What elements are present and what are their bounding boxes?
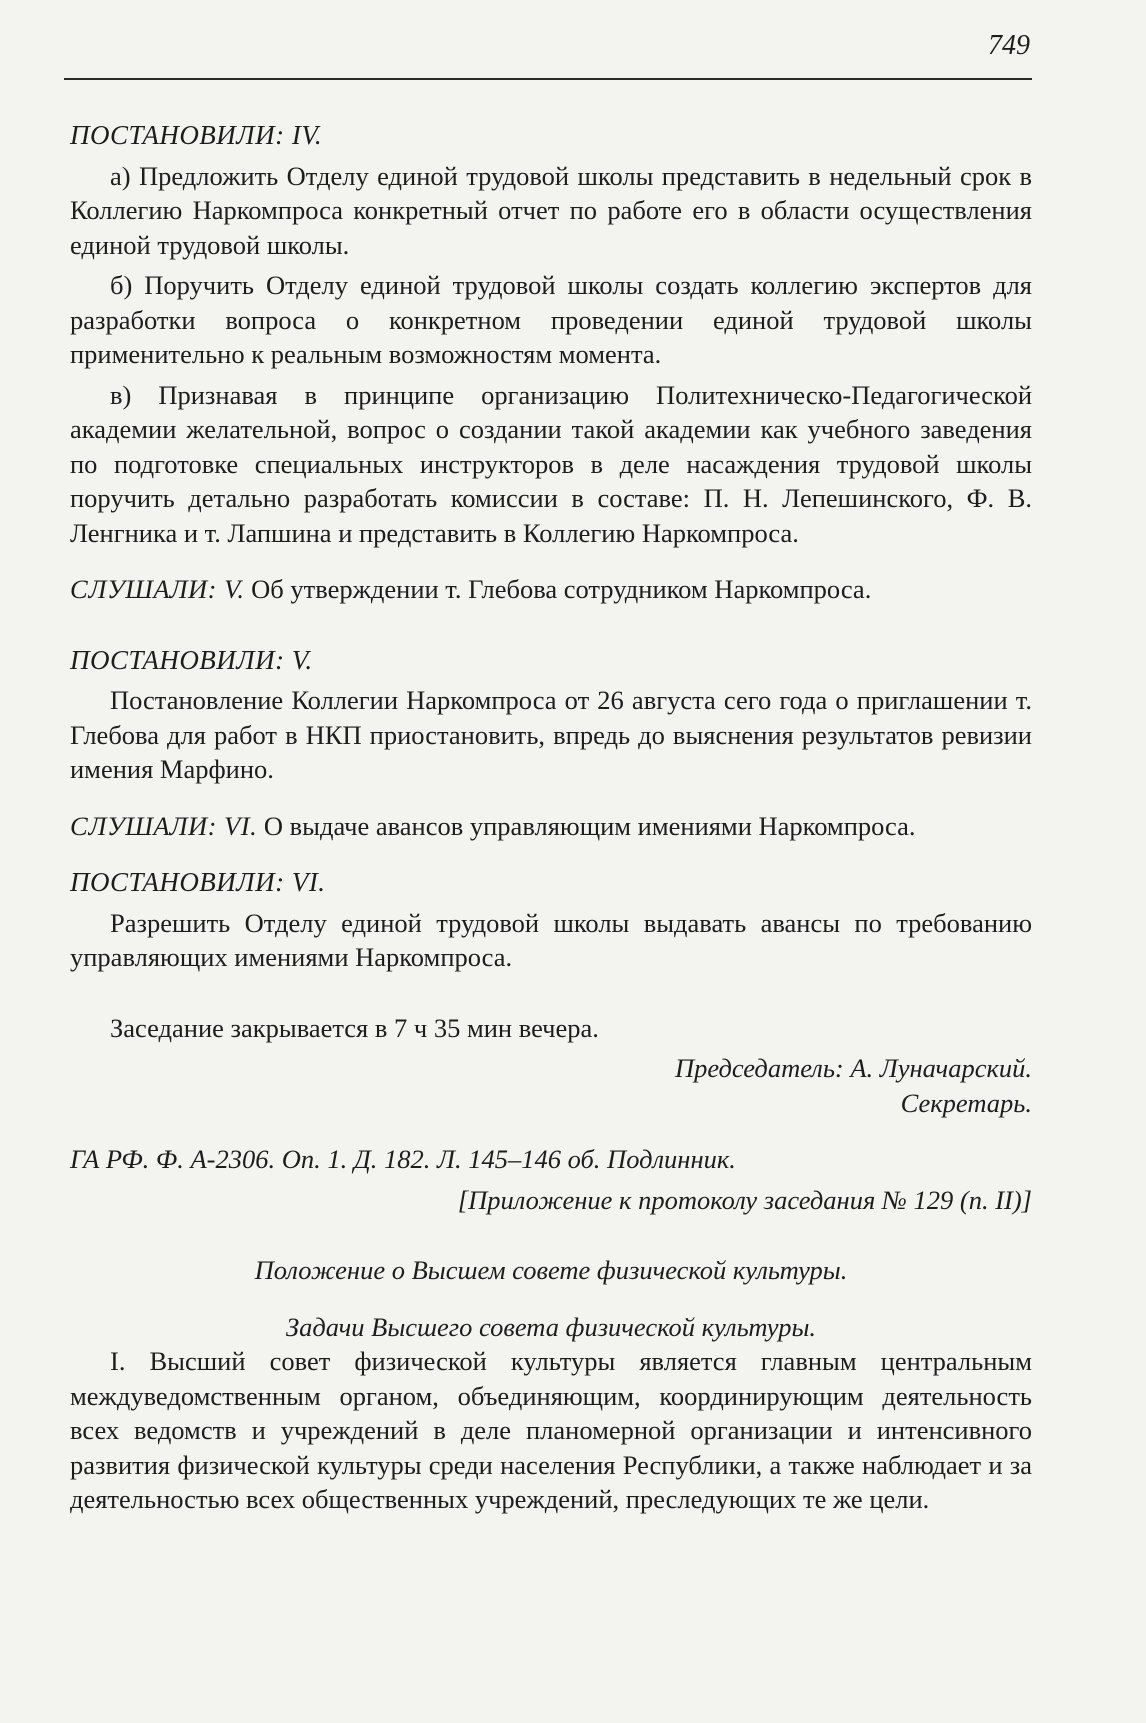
resolved-5-heading: ПОСТАНОВИЛИ: V. xyxy=(70,644,313,675)
archive-reference: ГА РФ. Ф. А-2306. Оп. 1. Д. 182. Л. 145–146 об. Подлинник. xyxy=(70,1144,736,1174)
chairman-signature: Председатель: А. Луначарский. xyxy=(675,1053,1032,1083)
appendix-subtitle: Задачи Высшего совета физической культуры. xyxy=(285,1311,817,1342)
secretary-signature: Секретарь. xyxy=(900,1087,1032,1118)
header-rule xyxy=(64,78,1032,80)
resolved-6-text: Разрешить Отделу единой трудовой школы выдавать авансы по требованию управляющих имениями Наркомпроса. xyxy=(70,907,1032,972)
page-number: 749 xyxy=(988,30,1030,61)
heard-5-text: Об утверждении т. Глебова сотрудником Наркомпроса. xyxy=(251,574,872,604)
appendix-paragraph: I. Высший совет физической культуры является главным центральным междуведомственным органом, объединяющим, координирующим деятельность всех ведомств и учреждений в деле планомерной организации и интенсивного развития физической культуры среди населения Республики, а также наблюдает и за деятельностью всех общественных учреждений, преследующих те же цели. xyxy=(70,1346,1032,1514)
closing-text: Заседание закрывается в 7 ч 35 мин вечера. xyxy=(110,1012,599,1043)
appendix-note: [Приложение к протоколу заседания № 129 (п. II)] xyxy=(457,1184,1032,1215)
heard-5 xyxy=(70,572,1032,607)
resolved-4-item-a: а) Предложить Отделу единой трудовой школы представить в недельный срок в Коллегию Наркомпроса конкретный отчет по работе его в области осуществления единой трудовой школы. xyxy=(70,160,1032,260)
heard-5-label: СЛУШАЛИ: V. xyxy=(70,574,245,604)
resolved-4-item-c: в) Признавая в принципе организацию Политехническо-Педагогической академии желательной, вопрос о создании такой академии как учебного заведения по подготовке специальных инструкторов в деле насаждения трудовой школы поручить детально разработать комиссии в составе: П. Н. Лепешинского, Ф. В. Ленгника и т. Лапшина и представить в Коллегию Наркомпроса. xyxy=(70,379,1032,548)
resolved-6-heading: ПОСТАНОВИЛИ: VI. xyxy=(70,867,326,897)
resolved-4-item-b: б) Поручить Отделу единой трудовой школы создать коллегию экспертов для разработки вопроса о конкретном проведении единой трудовой школы применительно к реальным возможностям момента. xyxy=(70,270,1032,369)
appendix-title: Положение о Высшем совете физической культуры. xyxy=(254,1255,848,1285)
resolved-4-heading: ПОСТАНОВИЛИ: IV. xyxy=(70,120,323,150)
resolved-5-text: Постановление Коллегии Наркомпроса от 26 августа сего года о приглашении т. Глебова для работ в НКП приостановить, впредь до выяснения результатов ревизии имения Марфино. xyxy=(70,685,1032,784)
heard-6-label: СЛУШАЛИ: VI. xyxy=(70,810,258,841)
heard-6-text: О выдаче авансов управляющим имениями Наркомпроса. xyxy=(263,810,916,841)
document-body xyxy=(70,118,1032,1517)
heard-6 xyxy=(70,809,1032,844)
